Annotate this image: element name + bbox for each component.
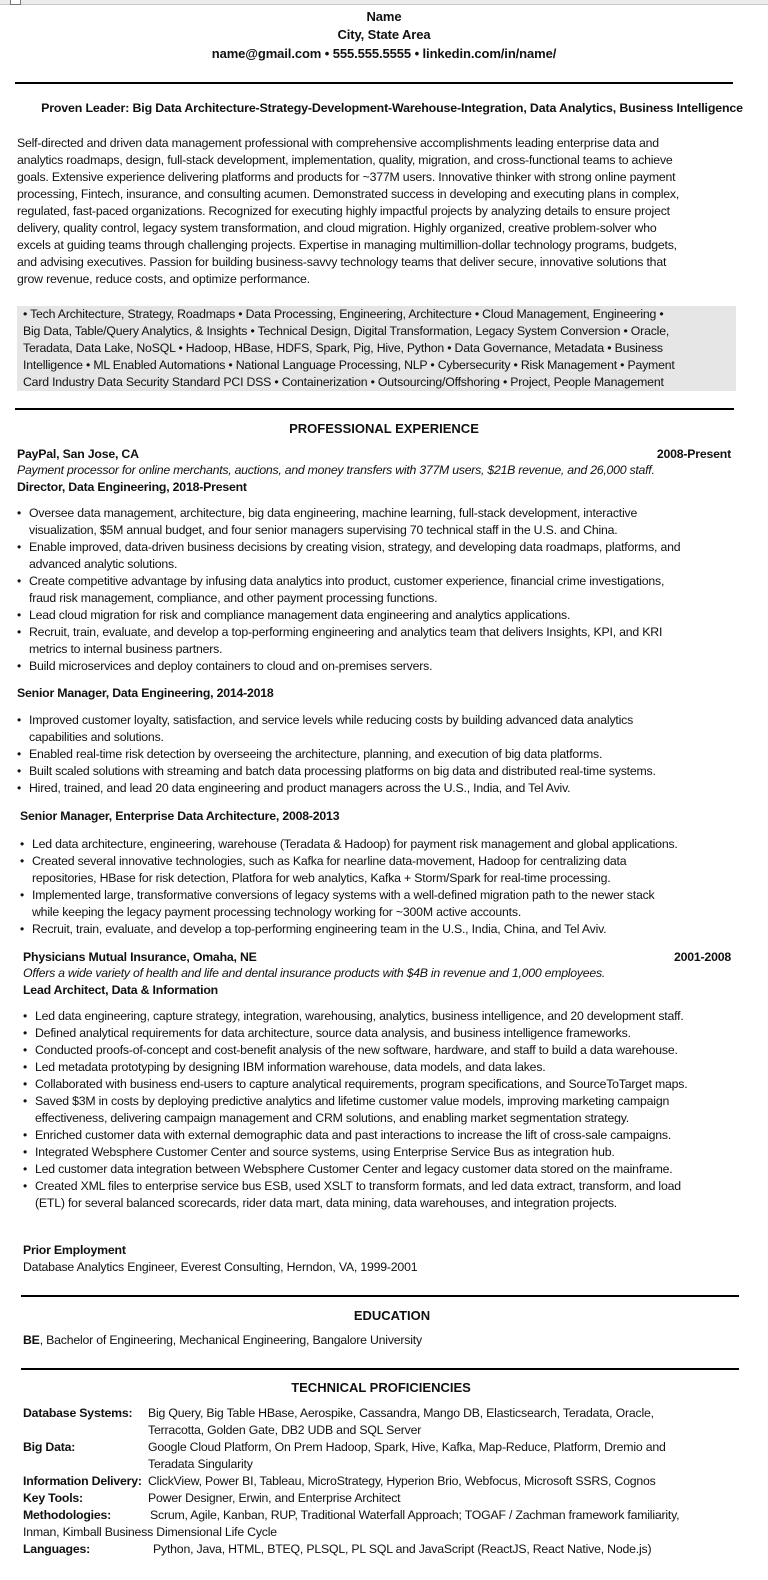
bullet-item: • Built scaled solutions with streaming and batch data processing platforms on big data and distributed real-time systems.: [17, 763, 742, 780]
bullet-item: • Led customer data integration between Websphere Customer Center and legacy customer data stored on the mainframe.: [23, 1161, 753, 1178]
bullet-item: • Hired, trained, and lead 20 data engineering and product managers across the U.S., India, and Tel Aviv.: [17, 780, 742, 797]
skills-line: Card Industry Data Security Standard PCI DSS • Containerization • Outsourcing/Offshoring • Project, People Management: [23, 375, 664, 389]
proficiencies-section-title: TECHNICAL PROFICIENCIES: [291, 1380, 471, 1395]
experience-divider: [15, 408, 734, 410]
paypal-company: PayPal, San Jose, CA: [17, 447, 139, 461]
senior-manager-de-bullets: [17, 712, 742, 797]
education-divider: [21, 1295, 739, 1297]
headline: Proven Leader: Big Data Architecture-Strategy-Development-Warehouse-Integration, Data Analytics, Business Intelligence: [41, 101, 743, 115]
proficiency-value-bigdata-cont: Teradata Singularity: [148, 1457, 253, 1471]
bullet-item: • Create competitive advantage by infusing data analytics into product, customer experience, financial crime investigations, fraud risk management, compliance, and other payment processing functions.: [17, 573, 742, 607]
contact-line: name@gmail.com • 555.555.5555 • linkedin.com/in/name/: [211, 46, 557, 61]
bullet-item: • Recruit, train, evaluate, and develop a top-performing engineering team in the U.S., India, China, and Tel Aviv.: [20, 921, 745, 938]
experience-section-title: PROFESSIONAL EXPERIENCE: [289, 421, 479, 436]
proficiency-label-info-delivery: Information Delivery:: [23, 1474, 142, 1488]
bullet-item: • Lead cloud migration for risk and compliance management data engineering and analytics applications.: [17, 607, 742, 624]
summary-line: excels at guiding teams through challenging projects. Expertise in managing multimillion-dollar technology programs, budgets,: [17, 238, 677, 252]
proficiency-value-database-cont: Terracotta, Golden Gate, DB2 UDB and SQL Server: [148, 1423, 422, 1437]
bullet-item: • Build microservices and deploy containers to cloud and on-premises servers.: [17, 658, 742, 675]
bullet-item: • Oversee data management, architecture, big data engineering, machine learning, full-stack development, interactive visualization, $5M annual budget, and four senior managers supervising 70 technical staff in the U.S. and China.: [17, 505, 742, 539]
summary-line: and advising executives. Passion for building business-savvy technology teams that deliver secure, innovative solutions that: [17, 255, 667, 269]
summary-line: grow revenue, reduce costs, and optimize performance.: [17, 272, 310, 286]
page-top-edge: [0, 0, 768, 5]
bullet-item: • Conducted proofs-of-concept and cost-benefit analysis of the new software, hardware, and staff to build a data warehouse.: [23, 1042, 753, 1059]
prior-employment-text: Database Analytics Engineer, Everest Consulting, Herndon, VA, 1999-2001: [23, 1260, 418, 1274]
paypal-header: [17, 446, 731, 463]
degree-details: , Bachelor of Engineering, Mechanical Engineering, Bangalore University: [39, 1333, 422, 1347]
bullet-item: • Led data engineering, capture strategy, integration, warehousing, analytics, business intelligence, and 20 development staff.: [23, 1008, 753, 1025]
degree-abbreviation: BE: [23, 1333, 40, 1347]
bullet-item: • Collaborated with business end-users to capture analytical requirements, program specifications, and SourceToTarget maps.: [23, 1076, 753, 1093]
bullet-item: • Implemented large, transformative conversions of legacy systems with a well-defined migration path to the newer stack while keeping the legacy payment processing technology working for ~300M active accounts.: [20, 887, 745, 921]
bullet-item: • Led metadata prototyping by designing IBM information warehouse, data models, and data lakes.: [23, 1059, 753, 1076]
proficiency-value-info-delivery: ClickView, Power BI, Tableau, MicroStrategy, Hyperion Brio, Webfocus, Microsoft SSRS, Cognos: [148, 1474, 656, 1488]
proficiency-label-database: Database Systems:: [23, 1406, 133, 1420]
proficiencies-divider: [21, 1368, 739, 1370]
summary-line: Self-directed and driven data management professional with comprehensive accomplishments leading enterprise data and: [17, 136, 659, 150]
summary-line: delivery, quality control, legacy system transformation, and cloud migration. Highly organized, creative problem-solver who: [17, 221, 657, 235]
bullet-item: • Saved $3M in costs by deploying predictive analytics and lifetime customer value models, improving marketing campaign effectiveness, delivering campaign management and CRM solutions, and enabling market segmentation strategy.: [23, 1093, 753, 1127]
summary-line: goals. Extensive experience delivering platforms and products for ~377M users. Innovative thinker with strong online payment: [17, 170, 676, 184]
proficiency-value-methodologies-cont: Inman, Kimball Business Dimensional Life Cycle: [23, 1525, 277, 1539]
director-bullets: [17, 505, 742, 675]
proficiency-value-key-tools: Power Designer, Erwin, and Enterprise Architect: [148, 1491, 401, 1505]
education-section-title: EDUCATION: [353, 1308, 431, 1323]
bullet-item: • Improved customer loyalty, satisfaction, and service levels while reducing costs by building advanced data analytics capabilities and solutions.: [17, 712, 742, 746]
proficiency-label-bigdata: Big Data:: [23, 1440, 76, 1454]
bullet-item: • Integrated Websphere Customer Center and source systems, using Enterprise Service Bus as integration hub.: [23, 1144, 753, 1161]
summary-line: analytics roadmaps, design, full-stack development, implementation, quality, migration, and cross-functional teams to achieve: [17, 153, 673, 167]
physicians-bullets: [23, 1008, 753, 1212]
paypal-role-senior-manager-eda: Senior Manager, Enterprise Data Architecture, 2008-2013: [20, 809, 340, 823]
physicians-header: [23, 949, 731, 966]
bullet-item: • Defined analytical requirements for data architecture, source data analysis, and business intelligence frameworks.: [23, 1025, 753, 1042]
education-degree: [23, 1333, 422, 1347]
candidate-name: Name: [366, 9, 402, 24]
paypal-role-senior-manager-de: Senior Manager, Data Engineering, 2014-2018: [17, 686, 274, 700]
skills-line: • Tech Architecture, Strategy, Roadmaps • Data Processing, Engineering, Architecture • Cloud Management, Engineering •: [23, 307, 664, 321]
bullet-item: • Enriched customer data with external demographic data and past interactions to increase the lift of cross-sale campaigns.: [23, 1127, 753, 1144]
proficiency-label-key-tools: Key Tools:: [23, 1491, 83, 1505]
candidate-location: City, State Area: [337, 27, 431, 42]
paypal-dates: 2008-Present: [656, 447, 731, 461]
physicians-dates: 2001-2008: [673, 950, 731, 964]
proficiency-value-methodologies: Scrum, Agile, Kanban, RUP, Traditional Waterfall Approach; TOGAF / Zachman framework familiarity,: [150, 1508, 680, 1522]
bullet-item: • Recruit, train, evaluate, and develop a top-performing engineering and analytics team that delivers Insights, KPI, and KRI metrics to internal business partners.: [17, 624, 742, 658]
proficiency-label-methodologies: Methodologies:: [23, 1508, 112, 1522]
proficiency-value-database: Big Query, Big Table HBase, Aerospike, Cassandra, Mango DB, Elasticsearch, Teradata, Oracle,: [148, 1406, 654, 1420]
corner-marker: [10, 0, 21, 5]
paypal-description: Payment processor for online merchants, auctions, and money transfers with 377M users, $21B revenue, and 26,000 staff.: [17, 463, 655, 477]
bullet-item: • Enabled real-time risk detection by overseeing the architecture, planning, and execution of big data platforms.: [17, 746, 742, 763]
physicians-company: Physicians Mutual Insurance, Omaha, NE: [23, 950, 257, 964]
header-divider: [15, 82, 733, 84]
summary-paragraph: [17, 135, 735, 288]
skills-line: Intelligence • ML Enabled Automations • National Language Processing, NLP • Cybersecurity • Risk Management • Payment: [23, 358, 675, 372]
bullet-item: • Enable improved, data-driven business decisions by creating vision, strategy, and developing data roadmaps, platforms, and advanced analytic solutions.: [17, 539, 742, 573]
summary-line: regulated, fast-paced organizations. Recognized for executing highly impactful projects by analyzing details to ensure project: [17, 204, 670, 218]
summary-line: processing, Fintech, insurance, and consulting acumen. Demonstrated success in developing and executing plans in complex,: [17, 187, 680, 201]
bullet-item: • Created XML files to enterprise service bus ESB, used XSLT to transform formats, and led data extract, transform, and load (ETL) for several balanced scorecards, rider data mart, data mining, data warehouses, and integration projects.: [23, 1178, 753, 1212]
proficiency-label-languages: Languages:: [23, 1542, 91, 1556]
prior-employment-title: Prior Employment: [23, 1243, 126, 1257]
core-skills-box: [17, 306, 736, 391]
skills-line: Big Data, Table/Query Analytics, & Insights • Technical Design, Digital Transformation, Legacy System Conversion • Oracle,: [23, 324, 670, 338]
proficiency-value-bigdata: Google Cloud Platform, On Prem Hadoop, Spark, Hive, Kafka, Map-Reduce, Platform, Dremio and: [148, 1440, 666, 1454]
skills-line: Teradata, Data Lake, NoSQL • Hadoop, HBase, HDFS, Spark, Pig, Hive, Python • Data Governance, Metadata • Business: [23, 341, 663, 355]
paypal-role-director: Director, Data Engineering, 2018-Present: [17, 480, 247, 494]
physicians-role: Lead Architect, Data & Information: [23, 983, 218, 997]
senior-manager-eda-bullets: [20, 836, 745, 938]
proficiency-value-languages: Python, Java, HTML, BTEQ, PLSQL, PL SQL and JavaScript (ReactJS, React Native, Node.js): [153, 1542, 652, 1556]
bullet-item: • Created several innovative technologies, such as Kafka for nearline data-movement, Hadoop for centralizing data repositories, HBase for risk detection, Platfora for web analytics, Kafka + Storm/Spark for real-time processing.: [20, 853, 745, 887]
physicians-description: Offers a wide variety of health and life and dental insurance products with $4B in revenue and 1,000 employees.: [23, 966, 606, 980]
bullet-item: • Led data architecture, engineering, warehouse (Teradata & Hadoop) for payment risk management and global applications.: [20, 836, 745, 853]
